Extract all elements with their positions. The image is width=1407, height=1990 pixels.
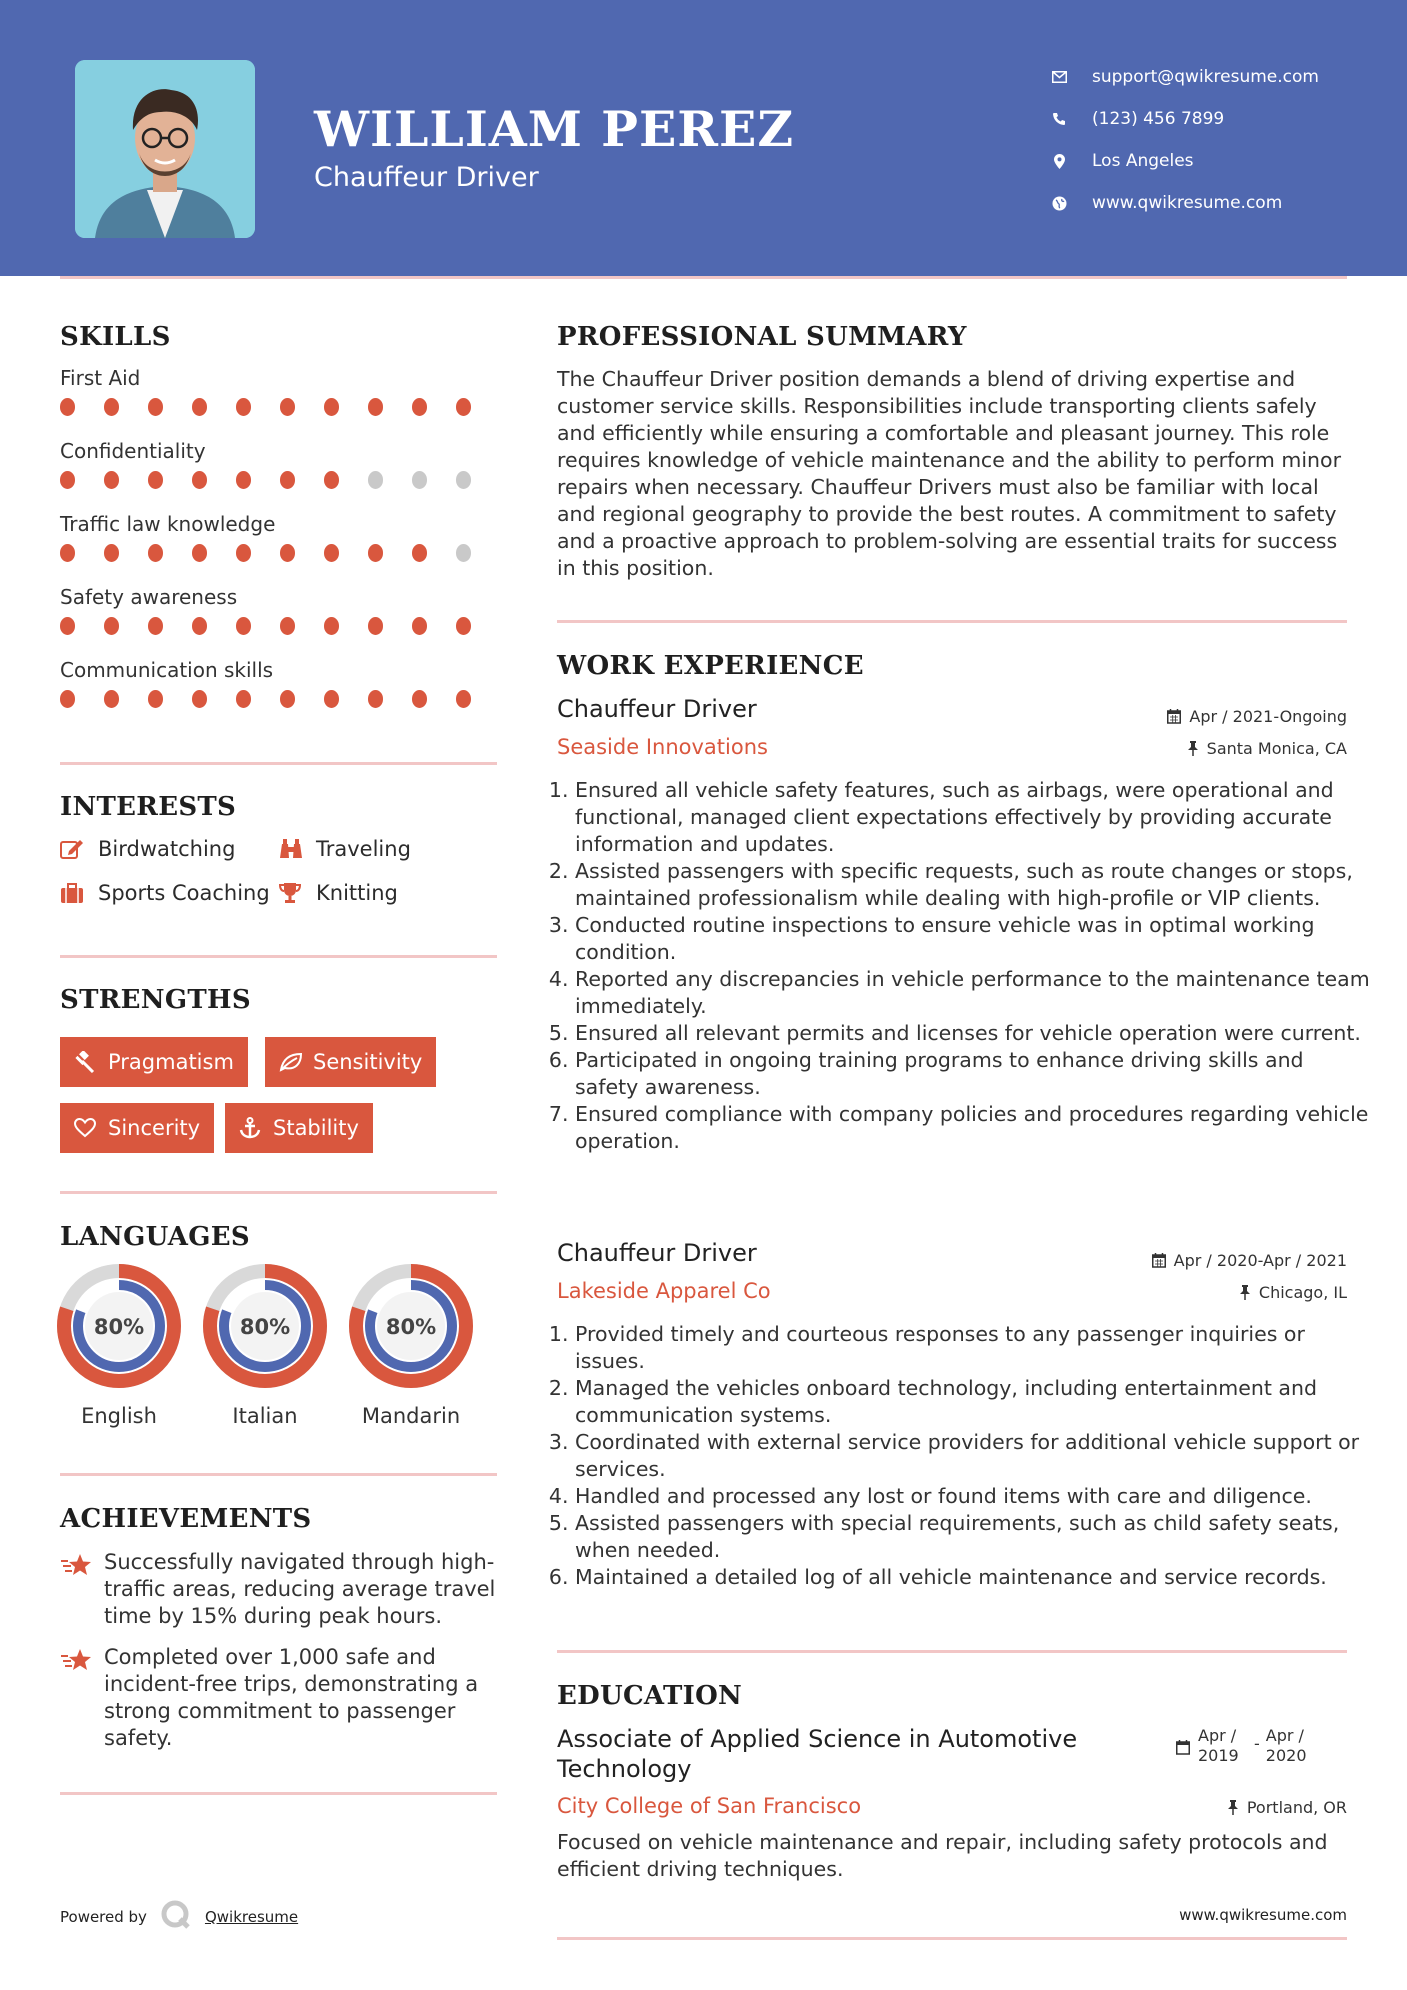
achievement-item (60, 1644, 505, 1752)
rating-dot-filled (104, 544, 119, 562)
qwikresume-link[interactable]: Qwikresume (204, 1908, 299, 1926)
strengths-heading: STRENGTHS (60, 985, 251, 1015)
duty-item: 4. Reported any discrepancies in vehicle performance to the maintenance team immediately. (575, 966, 1370, 1020)
rating-dot-filled (456, 398, 471, 416)
skill-item (60, 512, 500, 585)
rating-dot-filled (60, 690, 75, 708)
rating-dot-filled (324, 544, 339, 562)
school-name: City College of San Francisco (557, 1794, 862, 1818)
company-name: Seaside Innovations (557, 735, 768, 759)
rating-dot-filled (104, 471, 119, 489)
duty-item: 1. Provided timely and courteous responses to any passenger inquiries or issues. (575, 1321, 1370, 1375)
date-separator: - (1254, 1734, 1260, 1753)
education-dates (1176, 1726, 1316, 1766)
summary-heading: PROFESSIONAL SUMMARY (557, 322, 967, 352)
job-duties (557, 1321, 1370, 1591)
section-divider (60, 955, 497, 958)
strength-label: Sincerity (108, 1116, 201, 1140)
rating-dot-empty (412, 471, 427, 489)
job-dates-text: Apr / 2020-Apr / 2021 (1173, 1251, 1347, 1270)
company-name: Lakeside Apparel Co (557, 1279, 771, 1303)
duty-item: 3. Coordinated with external service providers for additional vehicle support or services. (575, 1429, 1370, 1483)
briefcase-icon (60, 880, 88, 906)
pushpin-icon (1239, 1285, 1251, 1300)
rating-dot-filled (236, 617, 251, 635)
star-icon (60, 1549, 94, 1630)
contact-phone-text: (123) 456 7899 (1092, 109, 1225, 129)
rating-dot-filled (368, 544, 383, 562)
job-title: Chauffeur Driver (557, 695, 757, 723)
qwikresume-logo-icon (161, 1900, 191, 1934)
language-donut (57, 1264, 181, 1388)
rating-dot-filled (324, 617, 339, 635)
skill-rating (60, 471, 500, 489)
rating-dot-filled (280, 690, 295, 708)
rating-dot-filled (148, 471, 163, 489)
rating-dot-filled (324, 471, 339, 489)
duty-item: 2. Assisted passengers with specific requests, such as route changes or stops, maintained professionalism while dealing with high-profile or VIP clients. (575, 858, 1370, 912)
interest-label: Traveling (316, 837, 411, 861)
rating-dot-filled (324, 690, 339, 708)
interest-label: Birdwatching (98, 837, 236, 861)
language-item (349, 1264, 473, 1428)
section-divider (60, 1191, 497, 1194)
duty-item: 6. Participated in ongoing training programs to enhance driving skills and safety awareness. (575, 1047, 1370, 1101)
section-divider (60, 762, 497, 765)
rating-dot-filled (104, 398, 119, 416)
section-divider (557, 1650, 1347, 1653)
duty-item: 2. Managed the vehicles onboard technology, including entertainment and communication systems. (575, 1375, 1370, 1429)
resume-header (0, 0, 1407, 276)
section-divider (60, 1473, 497, 1476)
strength-tag (225, 1103, 373, 1153)
donut-label: 80% (93, 1315, 145, 1339)
rating-dot-filled (104, 690, 119, 708)
contact-list (1048, 56, 1319, 224)
job-dates (1152, 1251, 1347, 1270)
skill-item (60, 366, 500, 439)
interests-heading: INTERESTS (60, 792, 237, 822)
interest-item (278, 836, 411, 862)
rating-dot-filled (280, 471, 295, 489)
skill-rating (60, 544, 500, 562)
language-donut (203, 1264, 327, 1388)
skill-name: Communication skills (60, 658, 274, 682)
gavel-icon (74, 1050, 98, 1074)
duty-item: 4. Handled and processed any lost or found items with care and diligence. (575, 1483, 1370, 1510)
rating-dot-filled (236, 471, 251, 489)
rating-dot-filled (412, 617, 427, 635)
job-duties (557, 777, 1370, 1155)
rating-dot-filled (412, 398, 427, 416)
achievement-item (60, 1549, 505, 1630)
job-location-text: Santa Monica, CA (1206, 739, 1347, 758)
strength-tag (60, 1103, 214, 1153)
strength-label: Stability (273, 1116, 359, 1140)
contact-location (1048, 140, 1319, 182)
education-description: Focused on vehicle maintenance and repair, including safety protocols and efficient driving techniques. (557, 1830, 1328, 1881)
location-pin-icon (1048, 150, 1070, 172)
skill-name: Confidentiality (60, 439, 206, 463)
candidate-name: WILLIAM PEREZ (314, 100, 795, 158)
rating-dot-filled (236, 544, 251, 562)
interest-item (278, 880, 398, 906)
interest-label: Sports Coaching (98, 881, 270, 905)
rating-dot-filled (324, 398, 339, 416)
skill-name: Safety awareness (60, 585, 238, 609)
rating-dot-filled (192, 690, 207, 708)
contact-location-text: Los Angeles (1092, 151, 1194, 171)
job-title: Chauffeur Driver (557, 1239, 757, 1267)
language-item (203, 1264, 327, 1428)
candidate-title: Chauffeur Driver (314, 162, 539, 193)
skill-rating (60, 398, 500, 416)
rating-dot-filled (60, 398, 75, 416)
powered-by-label: Powered by (60, 1908, 147, 1926)
skills-list (60, 366, 500, 731)
interest-label: Knitting (316, 881, 398, 905)
language-name: Mandarin (361, 1404, 461, 1428)
rating-dot-empty (456, 544, 471, 562)
experience-heading: WORK EXPERIENCE (557, 651, 864, 681)
binoculars-icon (278, 836, 306, 862)
language-donut (349, 1264, 473, 1388)
job-location (1187, 739, 1347, 758)
pencil-icon (60, 836, 88, 862)
envelope-icon (1048, 66, 1070, 88)
profile-photo (75, 60, 255, 238)
interest-item (60, 836, 235, 862)
achievements-heading: ACHIEVEMENTS (60, 1504, 312, 1534)
donut-label: 80% (239, 1315, 291, 1339)
interest-item (60, 880, 270, 906)
skill-name: Traffic law knowledge (60, 512, 276, 536)
education-heading: EDUCATION (557, 1681, 743, 1711)
globe-icon (1048, 192, 1070, 214)
job-location (1239, 1283, 1347, 1302)
pushpin-icon (1227, 1800, 1239, 1815)
strength-label: Sensitivity (313, 1050, 423, 1074)
pushpin-icon (1187, 741, 1199, 756)
duty-item: 1. Ensured all vehicle safety features, such as airbags, were operational and functional, managed client expectations effectively by providing accurate information and updates. (575, 777, 1370, 858)
rating-dot-filled (192, 544, 207, 562)
duty-item: 5. Assisted passengers with special requirements, such as child safety seats, when needed. (575, 1510, 1370, 1564)
rating-dot-filled (148, 690, 163, 708)
calendar-icon (1152, 1253, 1166, 1268)
rating-dot-filled (368, 690, 383, 708)
donut-label: 80% (385, 1315, 437, 1339)
contact-phone[interactable] (1048, 98, 1319, 140)
degree-title: Associate of Applied Science in Automotive Technology (557, 1725, 1078, 1783)
education-start: Apr / 2019 (1198, 1726, 1239, 1765)
header-divider (60, 276, 1347, 279)
strength-label: Pragmatism (108, 1050, 234, 1074)
education-location (1227, 1798, 1347, 1817)
duty-item: 6. Maintained a detailed log of all vehicle maintenance and service records. (575, 1564, 1370, 1591)
rating-dot-filled (368, 398, 383, 416)
phone-icon (1048, 108, 1070, 130)
skill-item (60, 658, 500, 731)
skill-item (60, 585, 500, 658)
achievement-text: Completed over 1,000 safe and incident-free trips, demonstrating a strong commitment to passenger safety. (104, 1645, 479, 1750)
job-dates (1167, 707, 1347, 726)
rating-dot-filled (192, 617, 207, 635)
skill-rating (60, 617, 500, 635)
language-item (57, 1264, 181, 1428)
education-end: Apr / 2020 (1265, 1726, 1307, 1765)
rating-dot-filled (412, 690, 427, 708)
duty-item: 3. Conducted routine inspections to ensure vehicle was in optimal working condition. (575, 912, 1370, 966)
achievement-text: Successfully navigated through high-traffic areas, reducing average travel time by 15% during peak hours. (104, 1550, 496, 1628)
star-icon (60, 1644, 94, 1752)
languages-heading: LANGUAGES (60, 1222, 250, 1252)
rating-dot-filled (280, 398, 295, 416)
rating-dot-filled (148, 617, 163, 635)
summary-text: The Chauffeur Driver position demands a blend of driving expertise and customer service skills. Responsibilities include transporting clients safely and efficiently while ensuring a comfortable and pleasant journey. This role requires knowledge of vehicle maintenance and the ability to perform minor repairs when necessary. Chauffeur Drivers must also be familiar with local and regional geography to provide the best routes. A commitment to safety and a proactive approach to problem-solving are essential traits for success in this position. (557, 367, 1342, 580)
job-dates-text: Apr / 2021-Ongoing (1189, 707, 1347, 726)
rating-dot-filled (236, 398, 251, 416)
rating-dot-filled (60, 617, 75, 635)
duty-item: 7. Ensured compliance with company policies and procedures regarding vehicle operation. (575, 1101, 1370, 1155)
skill-name: First Aid (60, 366, 141, 390)
rating-dot-filled (104, 617, 119, 635)
skill-rating (60, 690, 500, 708)
rating-dot-filled (60, 544, 75, 562)
footer-divider (557, 1937, 1347, 1940)
language-name: Italian (232, 1404, 298, 1428)
rating-dot-filled (60, 471, 75, 489)
calendar-icon (1176, 1726, 1190, 1766)
rating-dot-filled (280, 544, 295, 562)
footer-website[interactable]: www.qwikresume.com (1179, 1906, 1347, 1924)
education-location-text: Portland, OR (1246, 1798, 1347, 1817)
leaf-icon (279, 1050, 303, 1074)
trophy-icon (278, 880, 306, 906)
strength-tag (60, 1037, 248, 1087)
rating-dot-filled (148, 398, 163, 416)
rating-dot-empty (456, 471, 471, 489)
anchor-icon (239, 1116, 263, 1140)
footer-branding (60, 1900, 298, 1934)
rating-dot-empty (368, 471, 383, 489)
calendar-icon (1167, 709, 1181, 724)
rating-dot-filled (148, 544, 163, 562)
contact-email-text: support@qwikresume.com (1092, 67, 1319, 87)
contact-email[interactable] (1048, 56, 1319, 98)
rating-dot-filled (192, 471, 207, 489)
contact-website-text: www.qwikresume.com (1092, 193, 1283, 213)
duty-item: 5. Ensured all relevant permits and licenses for vehicle operation were current. (575, 1020, 1370, 1047)
contact-website[interactable] (1048, 182, 1319, 224)
section-divider (60, 1792, 497, 1795)
rating-dot-filled (456, 617, 471, 635)
heart-icon (74, 1116, 98, 1140)
rating-dot-filled (236, 690, 251, 708)
rating-dot-filled (456, 690, 471, 708)
job-location-text: Chicago, IL (1258, 1283, 1347, 1302)
section-divider (557, 620, 1347, 623)
rating-dot-filled (280, 617, 295, 635)
skills-heading: SKILLS (60, 322, 171, 352)
language-name: English (81, 1404, 157, 1428)
strength-tag (265, 1037, 436, 1087)
skill-item (60, 439, 500, 512)
rating-dot-filled (368, 617, 383, 635)
rating-dot-filled (412, 544, 427, 562)
rating-dot-filled (192, 398, 207, 416)
